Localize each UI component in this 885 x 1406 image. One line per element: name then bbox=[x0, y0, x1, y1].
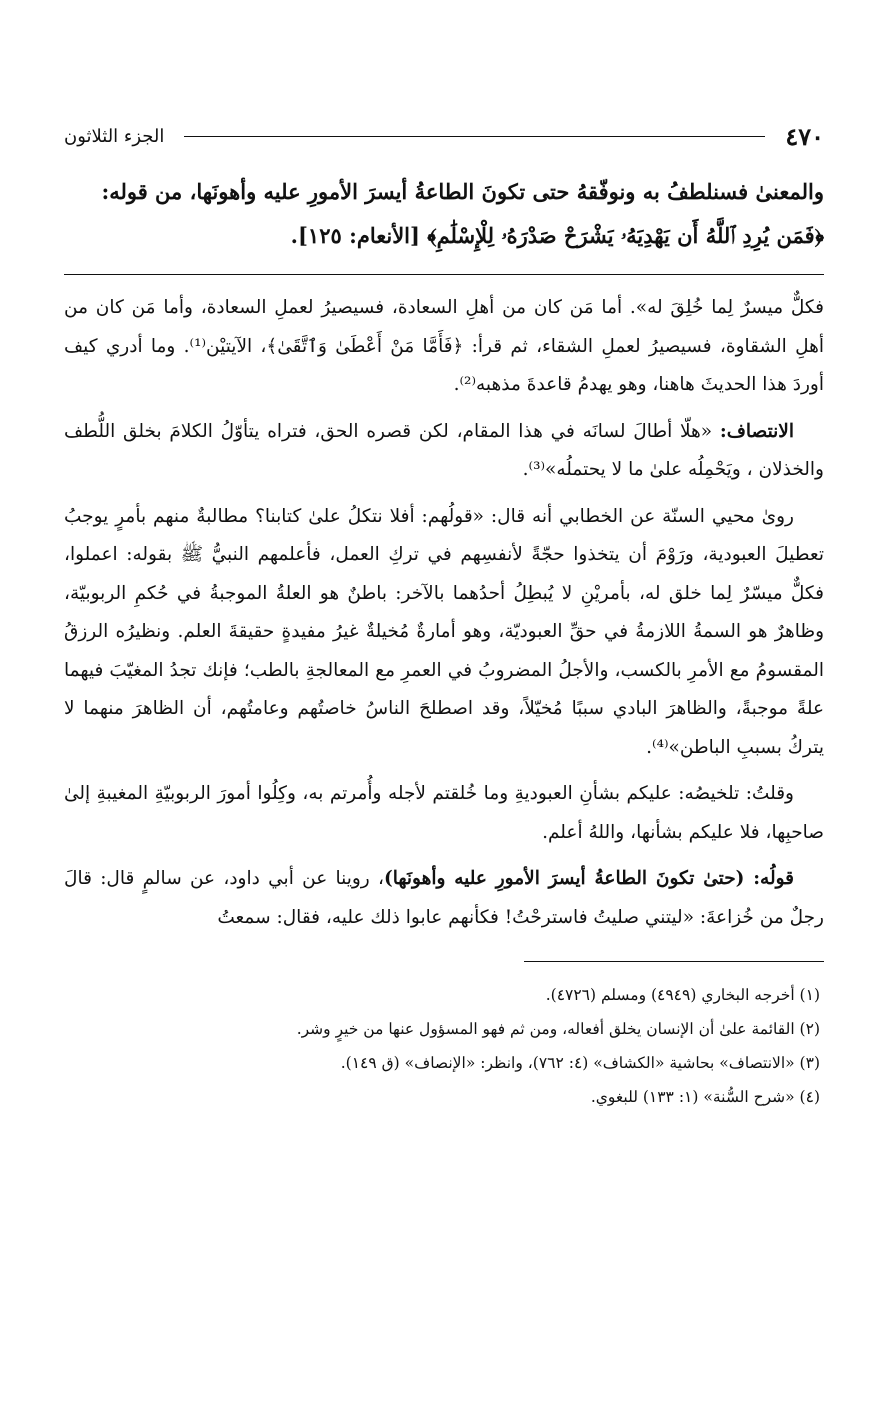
paragraph-text: روىٰ محيي السنّة عن الخطابي أنه قال: «قولُهم: أفلا نتكلُ علىٰ كتابنا؟ مطالبةٌ منهم بأمرٍ يوجبُ تعطيلَ العبودية، ورَوْمَ أن يتخذوا حجّةً لأنفسِهم في تركِ العمل، فأعلمهم النبيُّ ﷺ بقوله: اعملوا، فكلٌّ ميسّرٌ لِما خلق له، بأمريْنِ لا يُبطِلُ أحدُهما بالآخر: باطنٌ هو العلةُ الموجبةُ في حُكمِ الربوبيّة، وظاهرٌ هو السمةُ اللازمةُ في حقِّ العبوديّة، وهو أمارةٌ مُخيلةٌ غيرُ مفيدةٍ حقيقةَ العلم. ونظيرُه الرزقُ المقسومُ مع الأمرِ بالكسب، والأجلُ المضروبُ في العمرِ مع المعالجةِ بالطب؛ فإنك تجدُ المغيّبَ فيهما علةً موجبةً، والظاهرَ البادي سببًا مُخيّلاً، وقد اصطلحَ الناسُ خاصتُهم وعامتُهم، أن الظاهرَ منهما لا يتركُ بسببِ الباطن»⁽⁴⁾. bbox=[64, 505, 824, 758]
paragraph-intisaf bbox=[64, 413, 824, 490]
lemma-line-1: والمعنىٰ فسنلطفُ به ونوفّقهُ حتى تكونَ الطاعةُ أيسرَ الأمورِ عليه وأهونَها، من قوله: bbox=[101, 179, 824, 204]
paragraph-heading-term: الانتصاف: bbox=[719, 420, 794, 442]
paragraph-text: فكلٌّ ميسرٌ لِما خُلِقَ له». أما مَن كان من أهلِ السعادة، فسيصيرُ لعملِ السعادة، وأما مَن كان من أهلِ الشقاوة، فسيصيرُ لعملِ الشقاء، ثم قرأ: ﴿فَأَمَّا مَنْ أَعْطَىٰ وَٱتَّقَىٰ﴾، الآيتيْن⁽¹⁾. وما أدري كيف أوردَ هذا الحديثَ هاهنا، وهو يهدمُ قاعدةَ مذهبه⁽²⁾. bbox=[64, 297, 824, 395]
page-number: ٤٧٠ bbox=[785, 121, 824, 151]
footnote-1: (١) أخرجه البخاري (٤٩٤٩) ومسلم (٤٧٢٦). bbox=[545, 986, 820, 1004]
book-page bbox=[64, 116, 824, 1114]
footnote-3: (٣) «الانتصاف» بحاشية «الكشاف» (٤: ٧٦٢)، وانظر: «الإنصاف» (ق ١٤٩). bbox=[340, 1054, 820, 1072]
footnote-divider bbox=[524, 961, 824, 962]
footnotes bbox=[64, 978, 824, 1114]
paragraph-abu-dawud bbox=[64, 860, 824, 937]
paragraph-hadith-continuation bbox=[64, 289, 824, 405]
paragraph-heading-term: قولُه: (حتىٰ تكونَ الطاعةُ أيسرَ الأمورِ عليه وأهونَها) bbox=[383, 868, 795, 889]
running-title: الجزء الثلاثون bbox=[64, 125, 165, 147]
paragraph-text: وقلتُ: تلخيصُه: عليكم بشأنِ العبوديةِ وما خُلقتم لأجله وأُمرتم به، وكِلُوا أمورَ الربوبيّةِ المغيبةِ إلىٰ صاحبِها، فلا عليكم بشأنها، واللهُ أعلم. bbox=[64, 783, 824, 843]
paragraph-khattabi bbox=[64, 498, 824, 768]
section-divider bbox=[64, 274, 824, 275]
footnote-4: (٤) «شرح السُّنة» (١: ١٣٣) للبغوي. bbox=[590, 1088, 820, 1106]
paragraph-text: «هلّا أطالَ لسانَه في هذا المقام، لكن قصره الحق، فتراه يتأوّلُ الكلامَ بخلق اللُّطف والخذلان ، ويَحْمِلُه علىٰ ما لا يحتملُه»⁽³⁾. bbox=[64, 420, 824, 480]
footnote-2: (٢) القائمة علىٰ أن الإنسان يخلق أفعاله، ومن ثم فهو المسؤول عنها من خيرٍ وشر. bbox=[296, 1020, 820, 1038]
lemma-line-2: ﴿فَمَن يُرِدِ ٱللَّهُ أَن يَهْدِيَهُۥ يَشْرَحْ صَدْرَهُۥ لِلْإِسْلَٰمِ﴾ [الأنعام: ١٢٥]. bbox=[290, 223, 824, 248]
page-header bbox=[64, 116, 824, 156]
header-divider bbox=[184, 136, 765, 137]
paragraph-text: ، روينا عن أبي داود، عن سالمٍ قال: قالَ رجلٌ من خُزاعةَ: «ليتني صليتُ فاسترحْتُ! فكأنهم عابوا ذلك عليه، فقال: سمعتُ bbox=[64, 868, 824, 928]
paragraph-summary bbox=[64, 775, 824, 852]
commentary-lemma bbox=[64, 170, 824, 258]
